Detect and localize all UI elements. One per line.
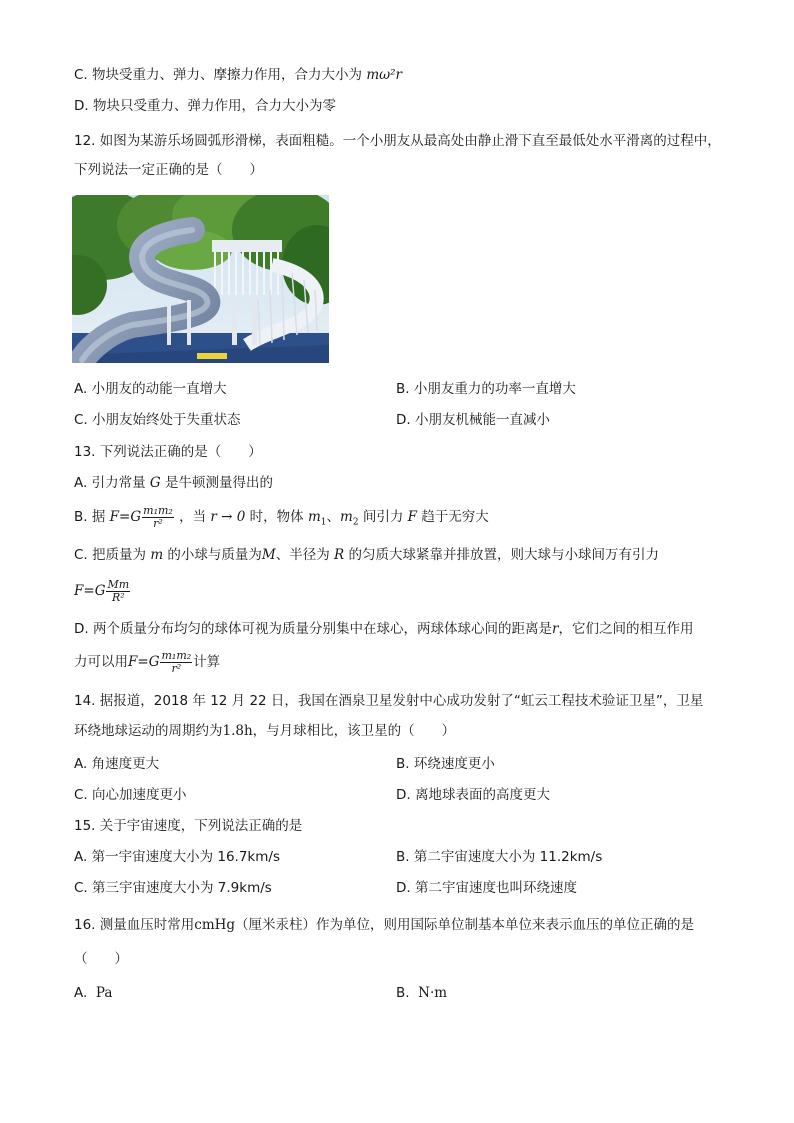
question-13-stem: 13. 下列说法正确的是（ ）: [74, 444, 262, 460]
question-11-option-d: D. 物块只受重力、弹力作用，合力大小为零: [74, 98, 336, 114]
question-15-stem: 15. 关于宇宙速度，下列说法正确的是: [74, 818, 303, 834]
question-13-option-b: B. 据 F=G $\frac{\text{m₁m₂}}{\text{r²}}$ ，当 r → 0 时，物体 $m_1$、$m_2$ 间引力 F 趋于无穷大: [74, 503, 489, 530]
question-14-stem-line2: 环绕地球运动的周期约为1.8h，与月球相比，该卫星的（ ）: [74, 723, 456, 739]
question-14-stem-line1: 14. 据报道，2018 年 12 月 22 日，我国在酒泉卫星发射中心成功发射了“虹云工程技术验证卫星”，卫星: [74, 693, 704, 709]
question-16-stem-line1: 16. 测量血压时常用cmHg（厘米汞柱）作为单位，则用国际单位制基本单位来表示血压的单位正确的是: [74, 917, 695, 933]
question-16-option-b: B. N·m: [396, 985, 448, 1001]
question-12-option-a: A. 小朋友的动能一直增大: [74, 381, 227, 397]
formula-m-omega2-r: mω²r: [366, 67, 402, 83]
formula-gravitation: F=G $\frac{\text{m₁m₂}}{\text{r²}}$: [109, 503, 173, 530]
question-13-option-c: C. 把质量为 m 的小球与质量为M、半径为 R 的匀质大球紧靠并排放置，则大球与小球间万有引力: [74, 547, 660, 563]
question-13-option-a: A. 引力常量 G 是牛顿测量得出的: [74, 475, 273, 491]
question-11-option-c: C. 物块受重力、弹力、摩擦力作用，合力大小为 mω²r: [74, 67, 402, 83]
question-14-option-b: B. 环绕速度更小: [396, 756, 495, 772]
question-13-option-d-line1: D. 两个质量分布均匀的球体可视为质量分别集中在球心，两球体球心间的距离是r，它们之间的相互作用: [74, 621, 694, 637]
question-12-option-b: B. 小朋友重力的功率一直增大: [396, 381, 576, 397]
question-15-option-a: A. 第一宇宙速度大小为 16.7km/s: [74, 849, 280, 865]
question-12-stem-line2: 下列说法一定正确的是（ ）: [74, 162, 263, 178]
question-15-option-c: C. 第三宇宙速度大小为 7.9km/s: [74, 880, 272, 896]
question-14-option-a: A. 角速度更大: [74, 756, 160, 772]
question-14-option-c: C. 向心加速度更小: [74, 787, 187, 803]
question-13-option-d-line2: 力可以用F=G $\frac{\text{m₁m₂}}{\text{r²}}$ 计算: [74, 648, 221, 675]
question-14-option-d: D. 离地球表面的高度更大: [396, 787, 550, 803]
question-16-option-a: A. Pa: [74, 985, 113, 1001]
question-13-option-c-formula: F=G $\frac{Mm}{\text{R²}}$: [74, 577, 130, 604]
question-15-option-b: B. 第二宇宙速度大小为 11.2km/s: [396, 849, 603, 865]
question-12-stem-line1: 12. 如图为某游乐场圆弧形滑梯，表面粗糙。一个小朋友从最高处由静止滑下直至最低处水平滑离的过程中，: [74, 133, 721, 149]
slide-photo: [72, 195, 329, 363]
question-12-option-d: D. 小朋友机械能一直减小: [396, 412, 550, 428]
question-15-option-d: D. 第二宇宙速度也叫环绕速度: [396, 880, 577, 896]
question-16-stem-line2: （ ）: [74, 951, 128, 967]
question-12-option-c: C. 小朋友始终处于失重状态: [74, 412, 241, 428]
